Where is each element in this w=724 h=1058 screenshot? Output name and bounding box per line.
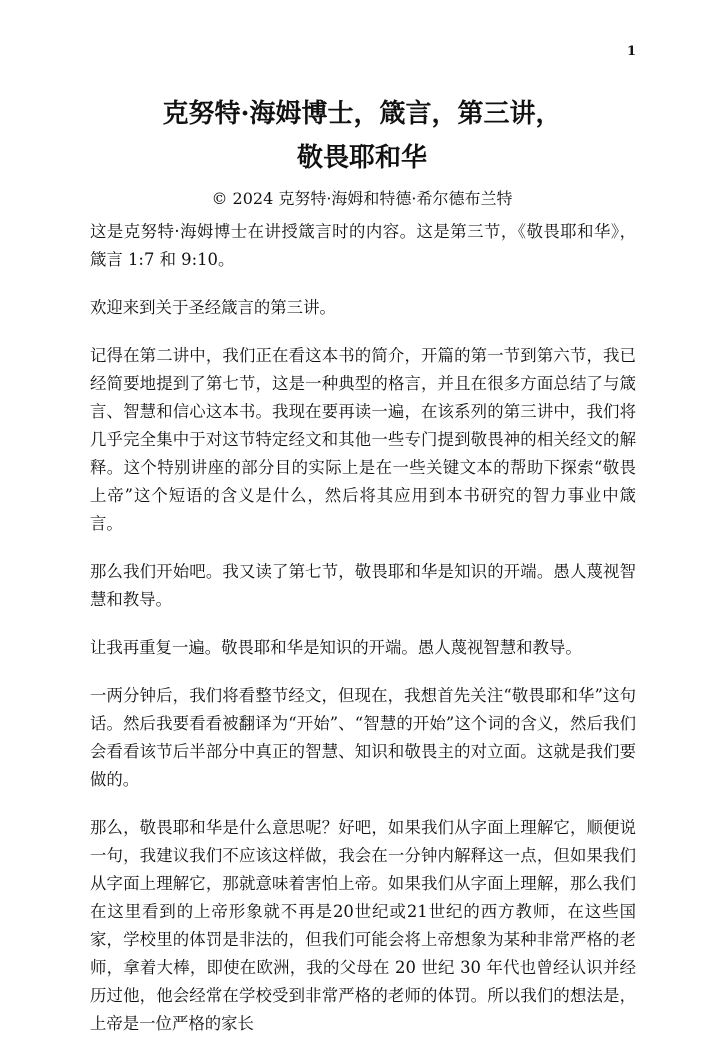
document-title-line-2: 敬畏耶和华 — [296, 143, 427, 173]
paragraph-plan: 一两分钟后，我们将看整节经文，但现在，我想首先关注“敬畏耶和华”这句话。然后我要看看被翻译为“开始”、“智慧的开始”这个词的含义，然后我们会看看该节后半部分中真正的智慧、知识和敬畏主的对立面。这就是我们要做的。 — [90, 686, 636, 789]
document-title-line-1: 克努特·海姆博士，箴言，第三讲， — [162, 99, 562, 129]
paragraph-meaning: 那么，敬畏耶和华是什么意思呢？好吧，如果我们从字面上理解它，顺便说一句，我建议我们不应该这样做，我会在一分钟内解释这一点，但如果我们从字面上理解它，那就意味着害怕上帝。如果我们从字面上理解，那么我们在这里看到的上帝形象就不再是20世纪或21世纪的西方教师，在这些国家，学校里的体罚是非法的，但我们可能会将上帝想象为某种非常严格的老师，拿着大棒，即使在欧洲，我的父母在 20 世纪 30 年代也曾经认识并经历过他，他会经常在学校受到非常严格的老师的体罚。所以我们的想法是，上帝是一位严格的家长 — [90, 818, 636, 1033]
paragraph-reading: 那么我们开始吧。我又读了第七节，敬畏耶和华是知识的开端。愚人蔑视智慧和教导。 — [90, 562, 636, 609]
page-number: 1 — [626, 44, 636, 59]
document-body — [90, 218, 636, 1058]
paragraph-intro: 这是克努特·海姆博士在讲授箴言时的内容。这是第三节，《敬畏耶和华》，箴言 1:7 和 9:10。 — [90, 222, 636, 269]
paragraph-repeat: 让我再重复一遍。敬畏耶和华是知识的开端。愚人蔑视智慧和教导。 — [90, 638, 582, 657]
copyright-notice: © 2024 克努特·海姆和特德·希尔德布兰特 — [211, 189, 513, 208]
title-block — [0, 92, 724, 212]
paragraph-recap: 记得在第二讲中，我们正在看这本书的简介，开篇的第一节到第六节，我已经简要地提到了第七节，这是一种典型的格言，并且在很多方面总结了与箴言、智慧和信心这本书。我现在要再读一遍，在该系列的第三讲中，我们将几乎完全集中于对这节特定经文和其他一些专门提到敬畏神的相关经文的解释。这个特别讲座的部分目的实际上是在一些关键文本的帮助下探索“敬畏上帝”这个短语的含义是什么，然后将其应用到本书研究的智力事业中箴言。 — [90, 346, 636, 533]
paragraph-welcome: 欢迎来到关于圣经箴言的第三讲。 — [90, 298, 336, 317]
